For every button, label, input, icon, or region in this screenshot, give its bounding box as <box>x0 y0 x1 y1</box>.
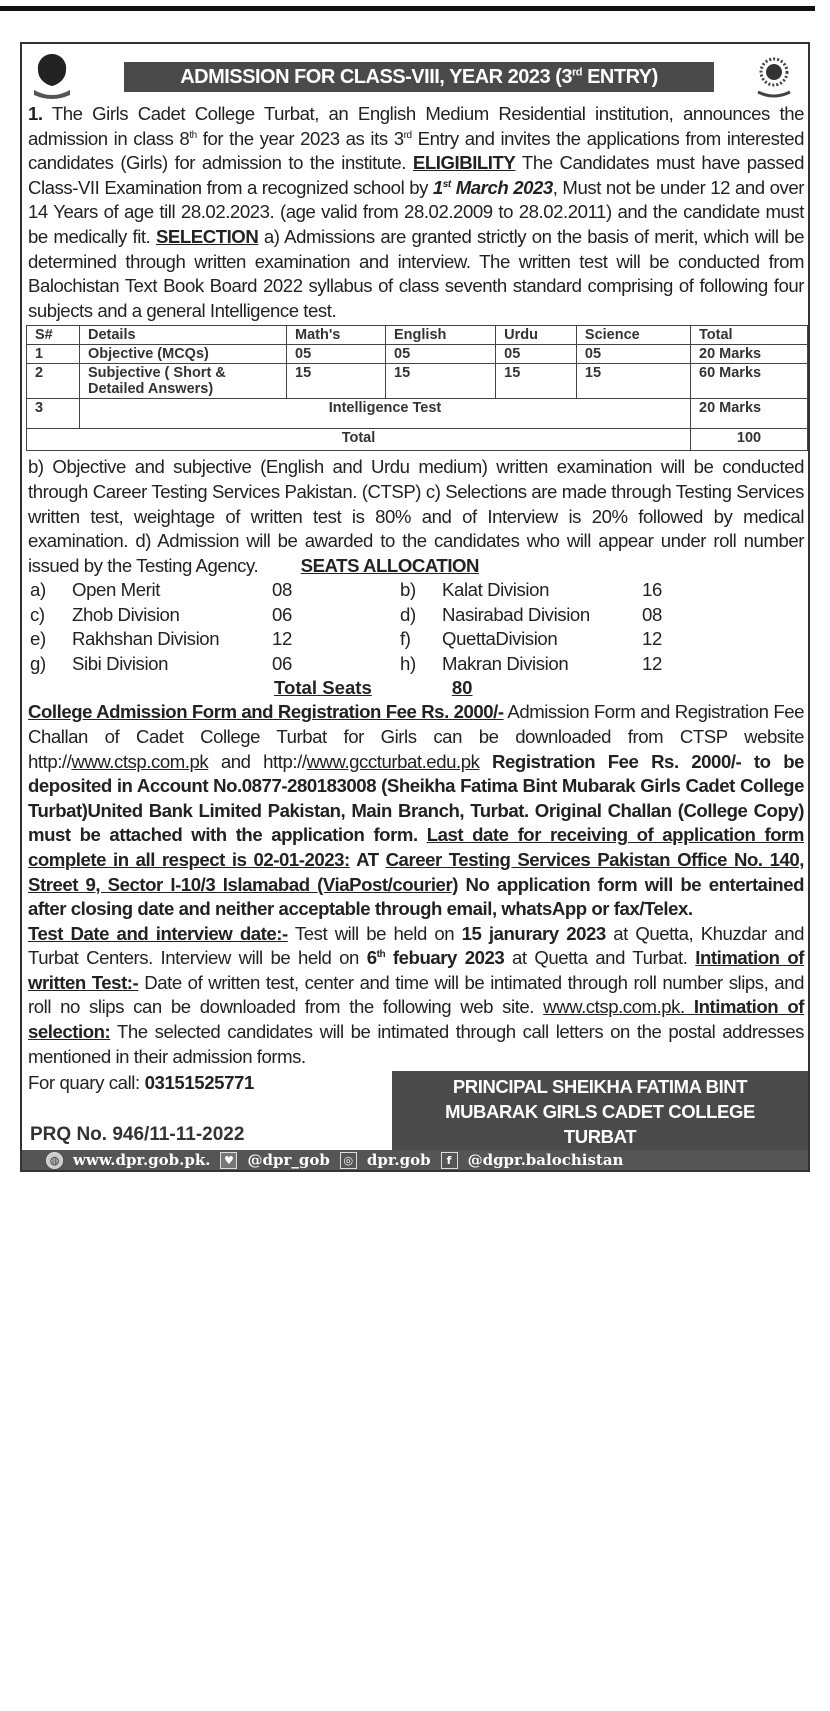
college-crest-logo-right <box>752 52 796 100</box>
phone-number: 03151525771 <box>144 1072 254 1094</box>
list-item: a) Open Merit 08 <box>30 579 292 601</box>
paragraph-test-dates: Test Date and interview date:- Test will be held on 15 janurary 2023 at Quetta, Khuzdar and Turbat Centers. Interview will be held on 6th febuary 2023 at Quetta and Turbat. Intimation of written Test:- Date of written test, center and time will be intimated through roll number slips, and roll no slips can be downloaded from the following web site. www.ctsp.com.pk. Intimation of selection: The selected candidates will be intimated through call letters on the postal addresses mentioned in their admission forms. <box>28 922 804 1067</box>
ctsp-link[interactable]: www.ctsp.com.pk. <box>543 996 685 1018</box>
facebook-icon: f <box>441 1152 458 1169</box>
paragraph-registration: College Admission Form and Registration Fee Rs. 2000/- Admission Form and Registration Fee Challan of Cadet College Turbat for Girls can be downloaded from CTSP website http://www.ctsp.com.pk and http://www.gccturbat.edu.pk Registration Fee Rs. 2000/- to be deposited in Account No.0877-280183008 (Sheikha Fatima Bint Mubarak Girls Cadet College Turbat)United Bank Limited Pakistan, Main Branch, Turbat. Original Challan (College Copy) must be attached with the application form. Last date for receiving of application form complete in all respect is 02-01-2023: AT Career Testing Services Pakistan Office No. 140, Street 9, Sector I-10/3 Islamabad (ViaPost/courier) No application form will be entertained after closing date and neither acceptable through email, whatsApp or fax/Telex. <box>28 701 805 920</box>
page-title: ADMISSION FOR CLASS-VIII, YEAR 2023 (3rd ENTRY) <box>124 62 714 92</box>
table-total-row: Total 100 <box>27 429 808 451</box>
principal-signature-block: PRINCIPAL SHEIKHA FATIMA BINT MUBARAK GIRLS CADET COLLEGE TURBAT <box>392 1071 808 1150</box>
list-item: f) QuettaDivision 12 <box>400 628 662 650</box>
seats-allocation-heading: SEATS ALLOCATION <box>300 554 480 576</box>
paragraph-examination: b) Objective and subjective (English and Urdu medium) written examination will be conducted through Career Testing Services Pakistan. (CTSP) c) Selections are made through Testing Services written test, weightage of written test is 80% and of Interview is 20% followed by medical examination. d) Admission will be awarded to the candidates who will appear under roll number issued by the Testing Agency. SEATS ALLOCATION <box>28 456 804 576</box>
eligibility-heading: ELIGIBILITY <box>412 152 516 174</box>
globe-icon: ◍ <box>46 1152 63 1169</box>
seats-allocation-list <box>30 578 730 676</box>
ctsp-link[interactable]: www.ctsp.com.pk <box>71 750 209 772</box>
list-item: e) Rakhshan Division 12 <box>30 628 292 650</box>
list-item: h) Makran Division 12 <box>400 652 662 674</box>
total-seats: Total Seats 80 <box>274 676 473 698</box>
instagram-icon: ◎ <box>340 1152 357 1169</box>
header <box>22 44 808 102</box>
twitter-icon: ♥ <box>220 1152 237 1169</box>
table-header-row: S# Details Math's English Urdu Science Total <box>27 326 808 345</box>
list-item: d) Nasirabad Division 08 <box>400 603 662 625</box>
table-row: 3 Intelligence Test 20 Marks <box>27 399 808 429</box>
paragraph-intro: 1. The Girls Cadet College Turbat, an English Medium Residential institution, announces the admission in class 8th for the year 2023 as its 3rd Entry and invites the applications from interested candidates (Girls) for admission to the institute. ELIGIBILITY The Candidates must have passed Class-VII Examination from a recognized school by 1st March 2023, Must not be under 12 and over 14 Years of age till 28.02.2023. (age valid from 28.02.2009 to 28.02.2011) and the candidate must be medically fit. SELECTION a) Admissions are granted strictly on the basis of merit, which will be determined through written examination and interview. The written test will be conducted from Balochistan Text Book Board 2022 syllabus of class seventh standard comprising of following four subjects and a general Intelligence test. <box>28 103 804 321</box>
advertisement-frame <box>20 42 810 1172</box>
social-bar <box>22 1150 808 1170</box>
facebook-handle[interactable]: @dgpr.balochistan <box>467 1151 624 1170</box>
contact-call: For quary call: 03151525771 <box>28 1072 254 1094</box>
list-item: c) Zhob Division 06 <box>30 603 292 625</box>
marks-table <box>26 325 808 451</box>
footer <box>22 1071 808 1150</box>
list-item: g) Sibi Division 06 <box>30 652 292 674</box>
college-website-link[interactable]: www.gccturbat.edu.pk <box>306 750 480 772</box>
instagram-handle[interactable]: dpr.gob <box>366 1151 431 1170</box>
selection-heading: SELECTION <box>155 225 259 247</box>
website-link[interactable]: www.dpr.gob.pk. <box>73 1151 211 1170</box>
top-rule <box>0 6 815 11</box>
twitter-handle[interactable]: @dpr_gob <box>247 1151 330 1170</box>
footer-left <box>22 1071 260 1150</box>
college-crest-logo-left <box>30 52 74 100</box>
table-row: 1 Objective (MCQs) 05 05 05 05 20 Marks <box>27 345 808 364</box>
list-item: b) Kalat Division 16 <box>400 579 662 601</box>
prq-number: PRQ No. 946/11-11-2022 <box>30 1124 245 1146</box>
table-row: 2 Subjective ( Short & Detailed Answers) 15 15 15 15 60 Marks <box>27 364 808 399</box>
